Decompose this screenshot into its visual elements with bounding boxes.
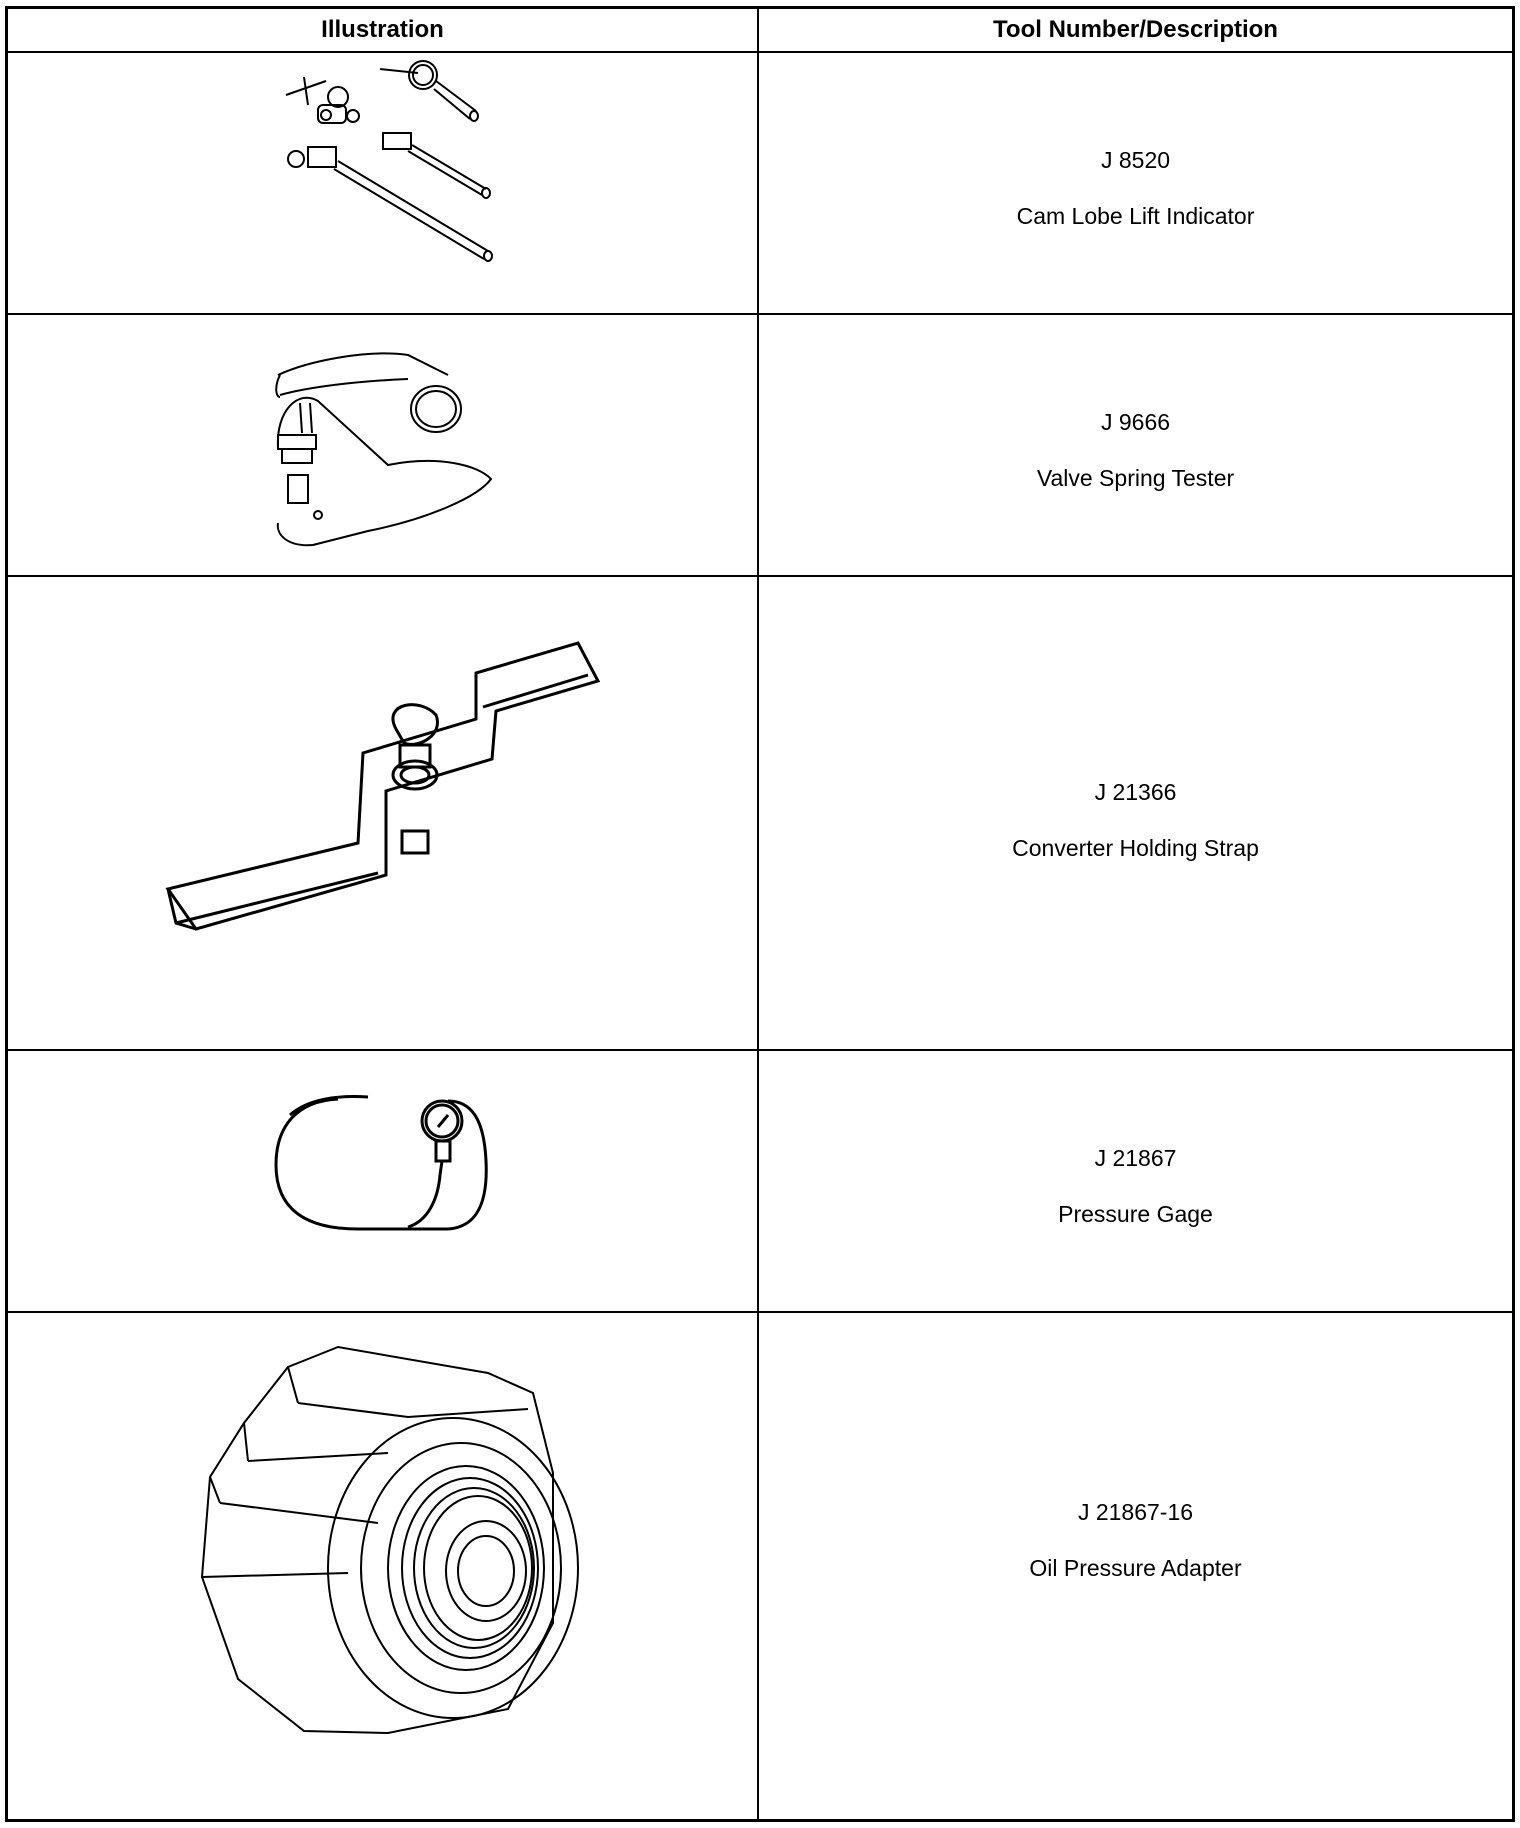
tool-description-cell (759, 315, 1512, 575)
tool-name: Valve Spring Tester (1036, 465, 1235, 491)
header-tool-description: Tool Number/Description (993, 16, 1278, 43)
converter-holding-strap-illustration (8, 577, 757, 1049)
tool-description-cell (759, 1313, 1512, 1822)
tool-description-cell (759, 577, 1512, 1049)
oil-pressure-adapter-illustration (8, 1313, 757, 1822)
tool-name: Converter Holding Strap (1012, 835, 1259, 861)
tool-name: Oil Pressure Adapter (1029, 1555, 1242, 1581)
header-illustration: Illustration (321, 16, 444, 43)
tool-description-cell (759, 53, 1512, 313)
valve-spring-tester-illustration (8, 315, 757, 575)
cam-lobe-lift-indicator-illustration (8, 53, 757, 313)
tool-number: J 21366 (1094, 779, 1177, 805)
tool-name: Pressure Gage (1058, 1201, 1213, 1227)
tool-name: Cam Lobe Lift Indicator (1016, 203, 1255, 229)
tool-description-cell (759, 1051, 1512, 1311)
tool-table (5, 6, 1515, 1822)
tool-number: J 8520 (1100, 147, 1171, 173)
tool-number: J 21867-16 (1077, 1499, 1194, 1525)
tool-number: J 9666 (1100, 409, 1171, 435)
pressure-gage-illustration (8, 1051, 757, 1311)
tool-number: J 21867 (1094, 1145, 1177, 1171)
